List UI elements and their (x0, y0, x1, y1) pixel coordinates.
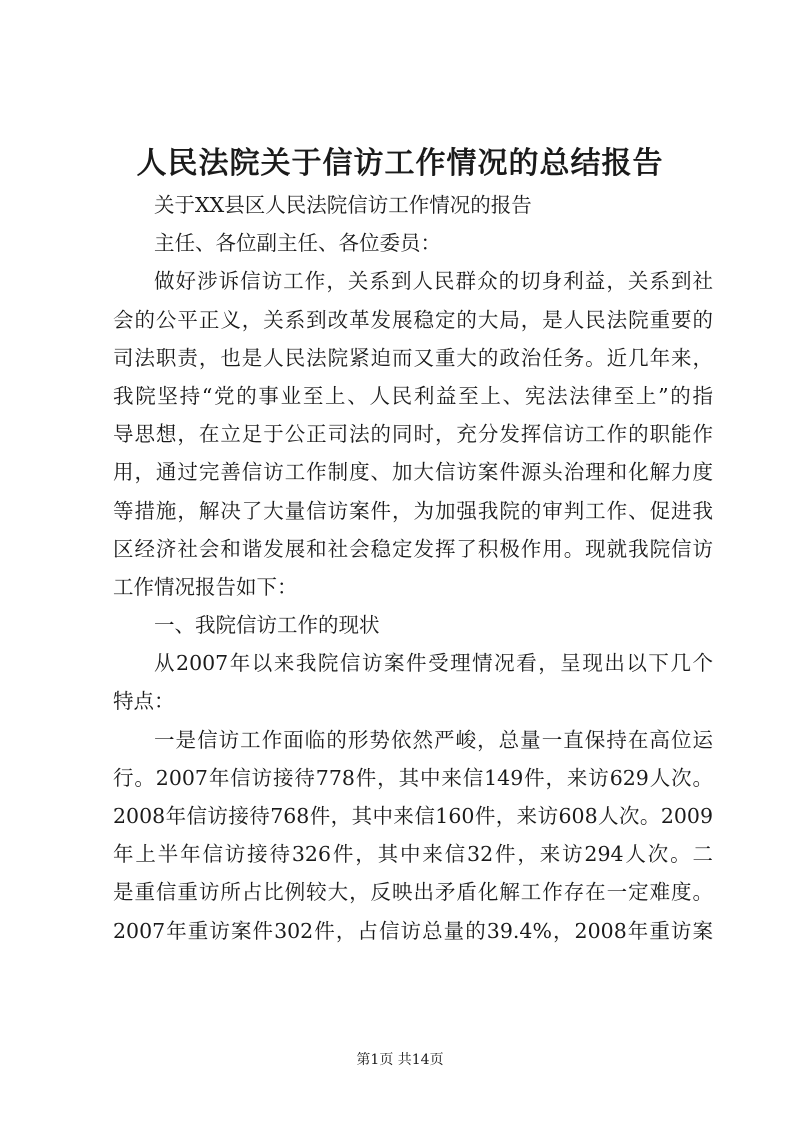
document-body (113, 186, 713, 950)
body-line: 从2007年以来我院信访案件受理情况看，呈现出以下几个 (154, 651, 713, 676)
page-footer: 第1页 共14页 (356, 1052, 444, 1068)
document-title: 人民法院关于信访工作情况的总结报告 (136, 146, 664, 181)
body-line: 一、我院信访工作的现状 (154, 613, 380, 638)
body-line: 区经济社会和谐发展和社会稳定发挥了积极作用。现就我院信访 (113, 536, 713, 561)
body-line: 行。2007年信访接待778件，其中来信149件，来访629人次。 (113, 765, 713, 790)
body-line: 关于XX县区人民法院信访工作情况的报告 (154, 193, 532, 217)
body-line: 主任、各位副主任、各位委员： (154, 231, 441, 256)
body-line: 2007年重访案件302件，占信访总量的39.4%，2008年重访案 (113, 918, 713, 943)
body-line: 会的公平正义，关系到改革发展稳定的大局，是人民法院重要的 (113, 307, 713, 332)
body-line: 是重信重访所占比例较大，反映出矛盾化解工作存在一定难度。 (113, 880, 713, 905)
body-line: 2008年信访接待768件，其中来信160件，来访608人次。2009 (113, 804, 713, 828)
body-line: 等措施，解决了大量信访案件，为加强我院的审判工作、促进我 (113, 498, 713, 523)
body-line: 我院坚持“党的事业至上、人民利益至上、宪法法律至上”的指 (113, 383, 713, 408)
body-line: 做好涉诉信访工作，关系到人民群众的切身利益，关系到社 (154, 269, 713, 294)
body-line: 司法职责，也是人民法院紧迫而又重大的政治任务。近几年来， (113, 345, 713, 370)
body-line: 导思想，在立足于公正司法的同时，充分发挥信访工作的职能作 (113, 422, 713, 447)
body-line: 特点： (113, 689, 175, 714)
body-line: 用，通过完善信访工作制度、加大信访案件源头治理和化解力度 (113, 460, 713, 485)
body-line: 工作情况报告如下： (113, 574, 298, 599)
body-line: 一是信访工作面临的形势依然严峻，总量一直保持在高位运 (154, 727, 713, 752)
body-line: 年上半年信访接待326件，其中来信32件，来访294人次。二 (113, 842, 713, 867)
